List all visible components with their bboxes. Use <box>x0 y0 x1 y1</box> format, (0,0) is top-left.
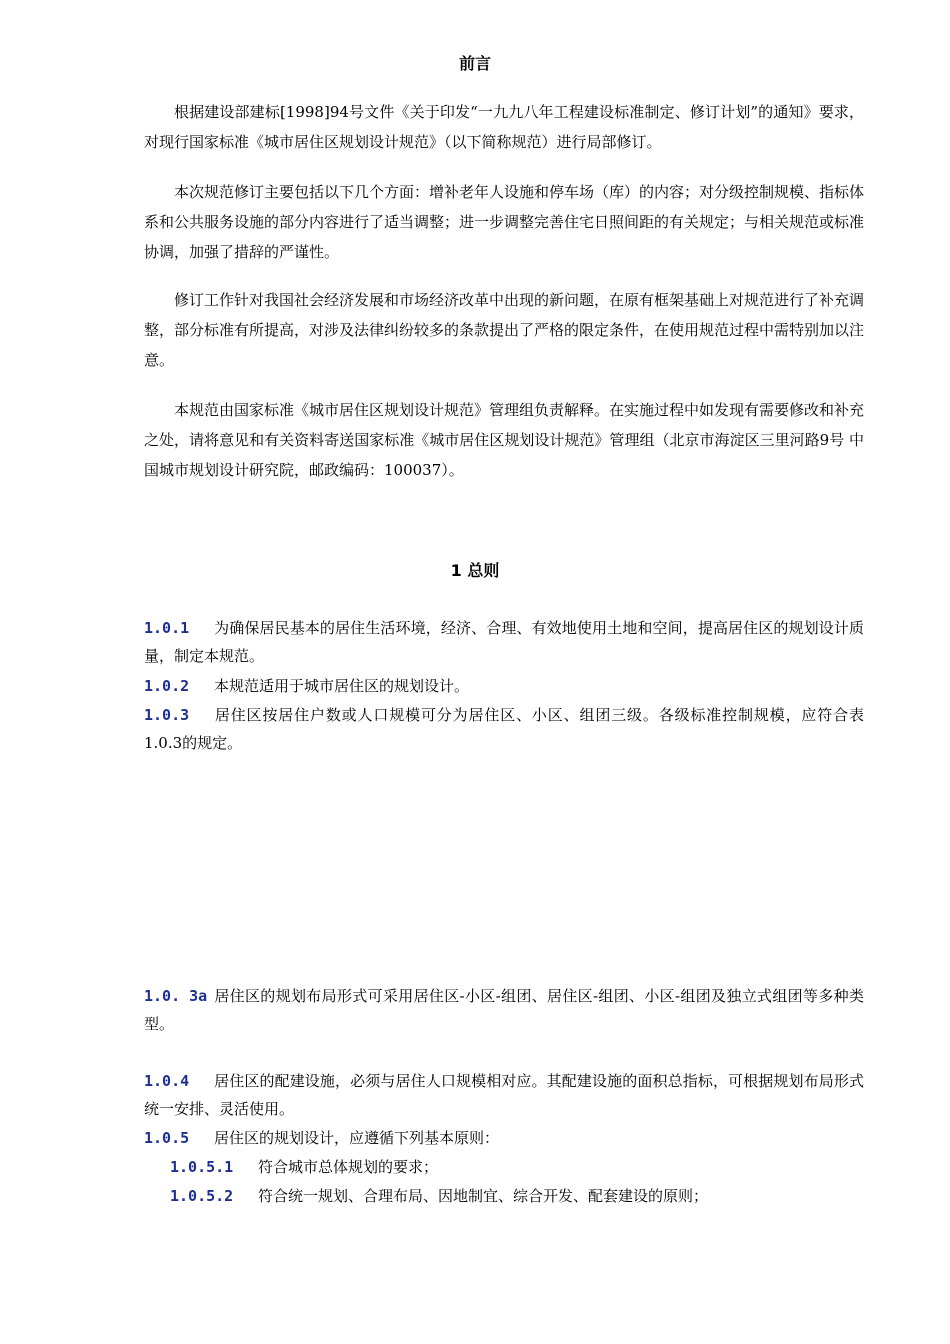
clause-text: 本规范适用于城市居住区的规划设计。 <box>214 677 470 695</box>
preface-paragraph-1: 根据建设部建标[1998]94号文件《关于印发“一九九八年工程建设标准制定、修订计划”的通知》要求，对现行国家标准《城市居住区规划设计规范》（以下简称规范）进行局部修订。 <box>144 103 864 151</box>
clause-1-0-5-1 <box>170 1153 864 1181</box>
clause-1-0-4 <box>144 1067 864 1123</box>
clause-text: 居住区按居住户数或人口规模可分为居住区、小区、组团三级。各级标准控制规模，应符合表1.0.3的规定。 <box>144 706 864 752</box>
clause-number: 1.0.5 <box>144 1129 190 1147</box>
clause-number: 1.0. 3a <box>144 987 208 1005</box>
clause-1-0-5-2 <box>170 1182 864 1210</box>
chapter-title: 1 总则 <box>450 561 500 580</box>
clause-1-0-3a <box>144 982 864 1038</box>
preface-paragraph-3: 修订工作针对我国社会经济发展和市场经济改革中出现的新问题，在原有框架基础上对规范进行了补充调整，部分标准有所提高，对涉及法律纠纷较多的条款提出了严格的限定条件，在使用规范过程中需特别加以注意。 <box>144 291 865 369</box>
clause-1-0-1 <box>144 614 864 670</box>
clause-text: 符合城市总体规划的要求； <box>258 1158 439 1176</box>
clause-number: 1.0.5.1 <box>170 1158 234 1176</box>
clause-1-0-5 <box>144 1124 864 1152</box>
preface-paragraph-2: 本次规范修订主要包括以下几个方面：增补老年人设施和停车场（库）的内容；对分级控制规模、指标体系和公共服务设施的部分内容进行了适当调整；进一步调整完善住宅日照间距的有关规定；与相关规范或标准协调，加强了措辞的严谨性。 <box>144 183 865 261</box>
clause-number: 1.0.4 <box>144 1072 190 1090</box>
clause-1-0-2 <box>144 672 864 700</box>
preface-paragraph-4: 本规范由国家标准《城市居住区规划设计规范》管理组负责解释。在实施过程中如发现有需要修改和补充之处，请将意见和有关资料寄送国家标准《城市居住区规划设计规范》管理组（北京市海淀区三里河路9号 中国城市规划设计研究院，邮政编码：100037）。 <box>144 401 865 479</box>
clause-number: 1.0.2 <box>144 677 190 695</box>
preface-title: 前言 <box>458 54 491 73</box>
clause-text: 居住区的配建设施，必须与居住人口规模相对应。其配建设施的面积总指标，可根据规划布局形式统一安排、灵活使用。 <box>144 1072 864 1118</box>
clause-number: 1.0.5.2 <box>170 1187 234 1205</box>
clause-1-0-3 <box>144 701 864 757</box>
clause-text: 居住区的规划布局形式可采用居住区-小区-组团、居住区-组团、小区-组团及独立式组团等多种类型。 <box>144 987 864 1033</box>
clause-text: 为确保居民基本的居住生活环境，经济、合理、有效地使用土地和空间，提高居住区的规划设计质量，制定本规范。 <box>144 619 864 665</box>
clause-number: 1.0.1 <box>144 619 190 637</box>
clause-text: 居住区的规划设计，应遵循下列基本原则： <box>214 1129 500 1147</box>
clause-text: 符合统一规划、合理布局、因地制宜、综合开发、配套建设的原则； <box>258 1187 709 1205</box>
clause-number: 1.0.3 <box>144 706 190 724</box>
